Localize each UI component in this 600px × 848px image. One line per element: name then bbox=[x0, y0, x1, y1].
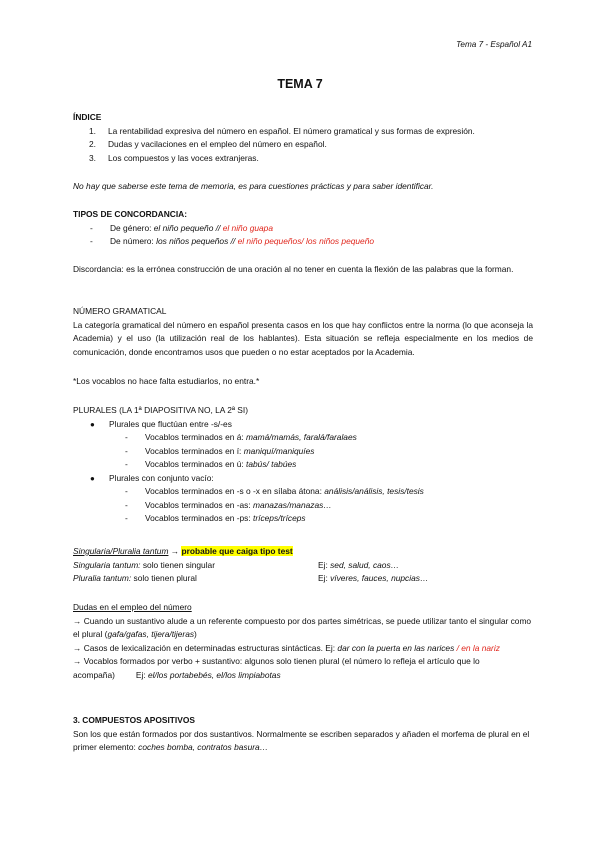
doubts-paragraph: → Cuando un sustantivo alude a un referente compuesto por dos partes simétricas, se puede utilizar tanto el singular como el plural (gafa/gafas, tijera/tijeras) bbox=[73, 615, 532, 639]
bullet-icon: ● bbox=[90, 419, 95, 429]
plural-item: - Vocablos terminados en í: maniquí/maniquíes bbox=[125, 445, 315, 456]
vocabulary-note: *Los vocablos no hace falta estudiarlos, no entra.* bbox=[73, 376, 260, 386]
plural-item: - Vocablos terminados en ú: tabús/ tabúes bbox=[125, 459, 297, 469]
highlight-note: probable que caiga tipo test bbox=[181, 546, 293, 556]
grammatical-number-section bbox=[73, 305, 533, 359]
grammatical-number-heading: NÚMERO GRAMATICAL bbox=[73, 306, 167, 316]
plural-item: - Vocablos terminados en -as: manazas/manazas… bbox=[125, 499, 332, 510]
concordance-heading: TIPOS DE CONCORDANCIA: bbox=[73, 209, 187, 219]
doubts-heading: Dudas en el empleo del número bbox=[73, 602, 192, 612]
compounds-paragraph: Son los que están formados por dos sustantivos. Normalmente se escriben separados y añaden el morfema de plural en el primer elemento: coches bomba, contratos basura… bbox=[73, 728, 530, 752]
index-section bbox=[73, 111, 533, 165]
bullet-icon: ● bbox=[90, 473, 95, 483]
discordance-paragraph: Discordancia: es la errónea construcción de una oración al no tener en cuenta la flexión de las palabras que la forman. bbox=[73, 264, 514, 274]
tantum-row: Pluralia tantum: solo tienen plural Ej: víveres, fauces, nupcias… bbox=[73, 573, 429, 583]
grammatical-number-paragraph: La categoría gramatical del número en español presenta casos en los que hay conflictos entre la norma (lo que aconseja la Academia) y el uso (la utilización real de los hablantes). Esta situación se refleja especialmente en los medios de comunicación, donde encontramos usos que pueden o no estar aceptados por la Academia. bbox=[73, 319, 533, 357]
compounds-heading: 3. COMPUESTOS APOSITIVOS bbox=[73, 715, 195, 725]
index-item: 1. La rentabilidad expresiva del número en español. El número gramatical y sus formas de expresión. bbox=[89, 125, 475, 136]
memory-note: No hay que saberse este tema de memoria, es para cuestiones prácticas y para saber identificar. bbox=[73, 181, 434, 191]
plural-group: ● Plurales que fluctúan entre -s/-es bbox=[73, 418, 533, 432]
plural-item: - Vocablos terminados en -ps: tríceps/tríceps bbox=[125, 513, 306, 523]
arrow-icon: → bbox=[170, 546, 180, 556]
tantum-section bbox=[73, 545, 533, 586]
page-title: TEMA 7 bbox=[277, 77, 323, 91]
tantum-row: Singularia tantum: solo tienen singular Ej: sed, salud, caos… bbox=[73, 559, 400, 570]
index-item: 2. Dudas y vacilaciones en el empleo del número en español. bbox=[89, 139, 327, 149]
concordance-section bbox=[73, 208, 533, 249]
page-header: Tema 7 - Español A1 bbox=[456, 40, 532, 49]
concordance-item: - De género: el niño pequeño // el niño guapa bbox=[90, 222, 273, 233]
plural-item: - Vocablos terminados en á: mamá/mamás, faralá/faralaes bbox=[125, 432, 357, 442]
doubts-paragraph: → Casos de lexicalización en determinadas estructuras sintácticas. Ej: dar con la puerta en las narices / en la nariz bbox=[73, 642, 500, 653]
doubts-paragraph: → Vocablos formados por verbo + sustantivo: algunos solo tienen plural (el número lo refleja el artículo que lo acompaña) Ej: el/los portabebés, el/los limpiabotas bbox=[73, 656, 480, 680]
tantum-heading-row bbox=[73, 545, 533, 559]
index-heading: ÍNDICE bbox=[73, 112, 102, 122]
plurals-section bbox=[73, 404, 533, 526]
plurals-heading: PLURALES (LA 1ª DIAPOSITIVA NO, LA 2ª SI) bbox=[73, 405, 249, 415]
plural-group: ● Plurales con conjunto vacío: bbox=[73, 472, 533, 486]
concordance-item: - De número: los niños pequeños // el niño pequeños/ los niños pequeño bbox=[90, 236, 375, 246]
doubts-section bbox=[73, 601, 533, 682]
plural-item: - Vocablos terminados en -s o -x en sílaba átona: análisis/análisis, tesis/tesis bbox=[125, 486, 424, 496]
compounds-section bbox=[73, 714, 533, 755]
tantum-heading: Singularia/Pluralia tantum bbox=[73, 546, 169, 556]
index-item: 3. Los compuestos y las voces extranjeras. bbox=[89, 152, 259, 163]
